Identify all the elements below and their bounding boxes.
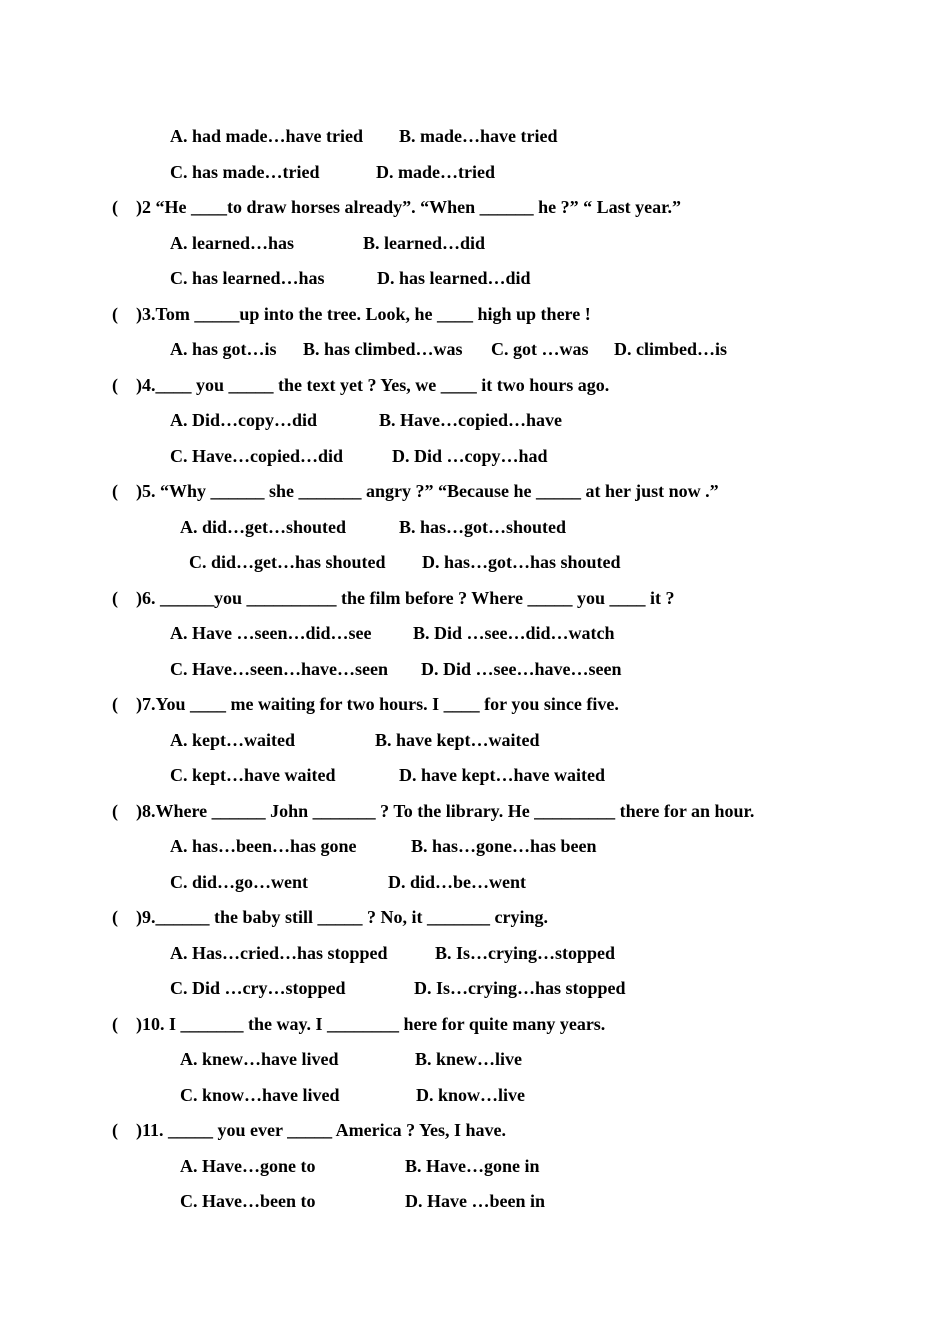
q8-option-b: B. has…gone…has been [411,836,597,856]
q9-option-d: D. Is…crying…has stopped [414,978,626,998]
question-stem: )10. I _______ the way. I ________ here for quite many years. [136,1014,606,1034]
q8-option-d: D. did…be…went [388,872,527,892]
q1-option-b: B. made…have tried [399,126,558,146]
answer-paren: ( [112,907,118,927]
question-stem: )2 “He ____to draw horses already”. “When ______ he ?” “ Last year.” [136,197,681,217]
q5-option-a: A. did…get…shouted [180,517,347,537]
q10-option-b: B. knew…live [415,1049,523,1069]
q7-option-d: D. have kept…have waited [399,765,605,785]
question-stem: )3.Tom _____up into the tree. Look, he ____ high up there ! [136,304,591,324]
question-stem: )4.____ you _____ the text yet ? Yes, we ____ it two hours ago. [136,375,610,395]
q4-option-c: C. Have…copied…did [170,446,344,466]
q5-option-c: C. did…get…has shouted [189,552,386,572]
q11-option-a: A. Have…gone to [180,1156,316,1176]
q7-option-b: B. have kept…waited [375,730,540,750]
q6-option-d: D. Did …see…have…seen [421,659,622,679]
q8-option-c: C. did…go…went [170,872,309,892]
q2-option-d: D. has learned…did [377,268,531,288]
q4-option-a: A. Did…copy…did [170,410,318,430]
answer-paren: ( [112,304,118,324]
q4-option-b: B. Have…copied…have [379,410,562,430]
q1-option-c: C. has made…tried [170,162,320,182]
q10-option-a: A. knew…have lived [180,1049,339,1069]
q10-option-c: C. know…have lived [180,1085,340,1105]
q2-option-b: B. learned…did [363,233,486,253]
question-stem: )11. _____ you ever _____ America ? Yes, I have. [136,1120,506,1140]
q1-option-d: D. made…tried [376,162,495,182]
q9-option-c: C. Did …cry…stopped [170,978,346,998]
q7-option-c: C. kept…have waited [170,765,336,785]
q11-option-d: D. Have …been in [405,1191,546,1211]
q3-option-c: C. got …was [491,339,589,359]
answer-paren: ( [112,481,118,501]
q3-option-a: A. has got…is [170,339,277,359]
q3-option-d: D. climbed…is [614,339,728,359]
answer-paren: ( [112,588,118,608]
q6-option-a: A. Have …seen…did…see [170,623,372,643]
q11-option-b: B. Have…gone in [405,1156,540,1176]
answer-paren: ( [112,375,118,395]
q7-option-a: A. kept…waited [170,730,295,750]
q1-option-a: A. had made…have tried [170,126,363,146]
answer-paren: ( [112,197,118,217]
question-stem: )8.Where ______ John _______ ? To the library. He _________ there for an hour. [136,801,755,821]
q5-option-d: D. has…got…has shouted [422,552,621,572]
q4-option-d: D. Did …copy…had [392,446,548,466]
q9-option-a: A. Has…cried…has stopped [170,943,388,963]
q6-option-b: B. Did …see…did…watch [413,623,615,643]
question-stem: )7.You ____ me waiting for two hours. I ____ for you since five. [136,694,619,714]
q8-option-a: A. has…been…has gone [170,836,357,856]
q2-option-a: A. learned…has [170,233,295,253]
answer-paren: ( [112,694,118,714]
q2-option-c: C. has learned…has [170,268,325,288]
question-stem: )9.______ the baby still _____ ? No, it _______ crying. [136,907,548,927]
question-stem: )6. ______you __________ the film before ? Where _____ you ____ it ? [136,588,675,608]
q5-option-b: B. has…got…shouted [399,517,567,537]
question-stem: )5. “Why ______ she _______ angry ?” “Because he _____ at her just now .” [136,481,719,501]
q11-option-c: C. Have…been to [180,1191,316,1211]
q6-option-c: C. Have…seen…have…seen [170,659,388,679]
answer-paren: ( [112,1120,118,1140]
q10-option-d: D. know…live [416,1085,526,1105]
q9-option-b: B. Is…crying…stopped [435,943,616,963]
answer-paren: ( [112,1014,118,1034]
answer-paren: ( [112,801,118,821]
q3-option-b: B. has climbed…was [303,339,463,359]
